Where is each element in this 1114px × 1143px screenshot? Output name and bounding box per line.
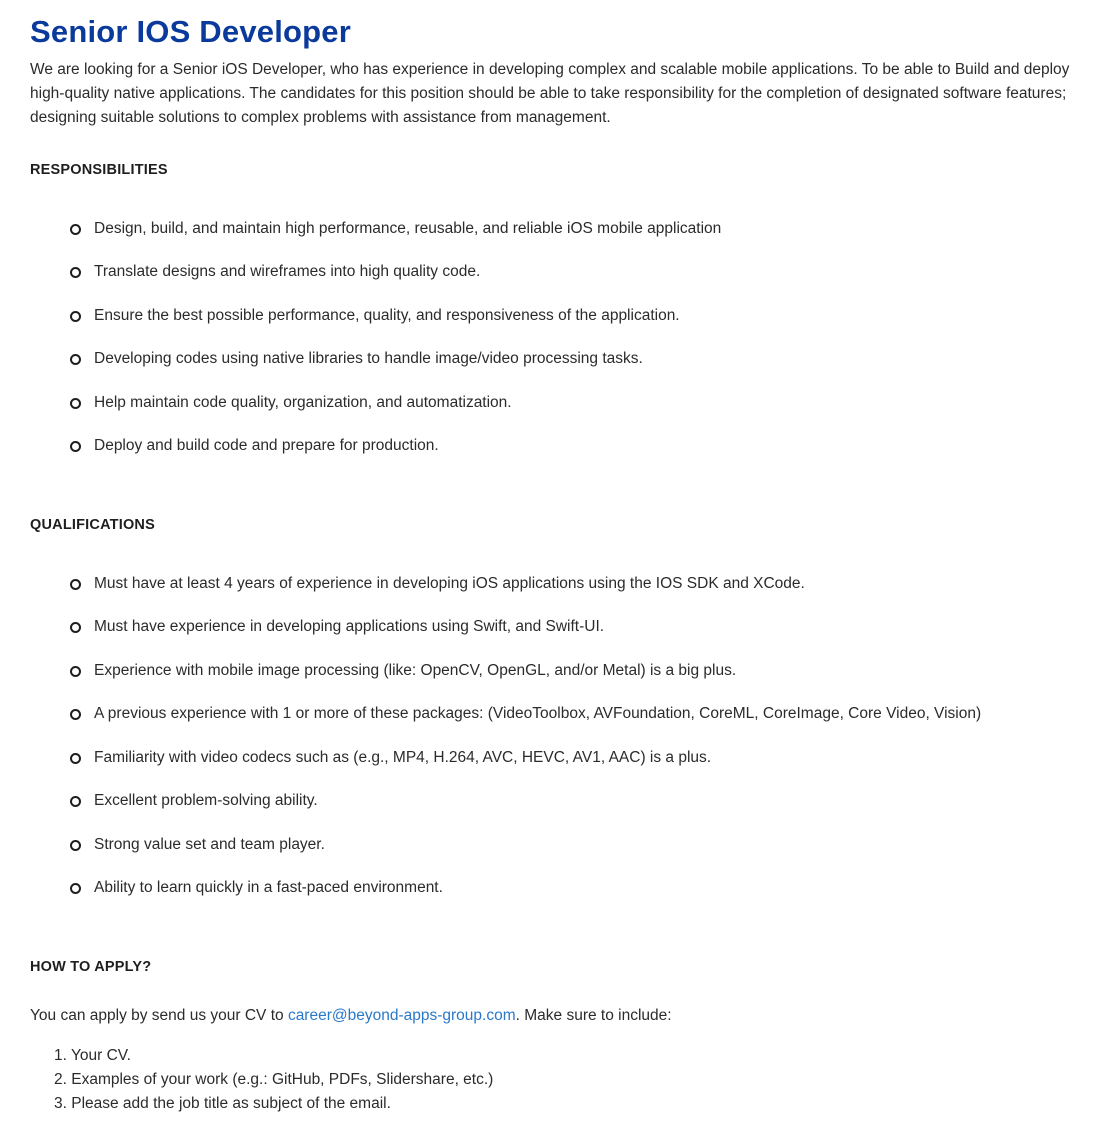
circle-bullet-icon <box>70 224 81 235</box>
list-item-text: Must have at least 4 years of experience in developing iOS applications using the IOS SDK and XCode. <box>94 575 805 592</box>
circle-bullet-icon <box>70 666 81 677</box>
circle-bullet-icon <box>70 579 81 590</box>
list-item: 3. Please add the job title as subject of the email. <box>54 1095 391 1112</box>
qualifications-heading: QUALIFICATIONS <box>30 517 155 533</box>
circle-bullet-icon <box>70 622 81 633</box>
apply-text-before: You can apply by send us your CV to <box>30 1007 288 1024</box>
list-item: 1. Your CV. <box>54 1047 131 1064</box>
intro-paragraph: We are looking for a Senior iOS Developer, who has experience in developing complex and scalable mobile applications. To be able to Build and deploy high-quality native applications. The candidates for this position should be able to take responsibility for the completion of designated software features; designing suitable solutions to complex problems with assistance from management. <box>30 61 1070 126</box>
list-item-text: Strong value set and team player. <box>94 836 325 853</box>
list-item-text: A previous experience with 1 or more of these packages: (VideoToolbox, AVFoundation, CoreML, CoreImage, Core Video, Vision) <box>94 705 982 722</box>
responsibilities-heading: RESPONSIBILITIES <box>30 162 168 178</box>
apply-instructions <box>30 1004 672 1028</box>
circle-bullet-icon <box>70 354 81 365</box>
list-item-text: Must have experience in developing applications using Swift, and Swift-UI. <box>94 618 605 635</box>
list-item-text: Familiarity with video codecs such as (e.g., MP4, H.264, AVC, HEVC, AV1, AAC) is a plus. <box>94 749 712 766</box>
how-to-apply-heading: HOW TO APPLY? <box>30 959 152 975</box>
apply-text-after: . Make sure to include: <box>515 1007 672 1024</box>
circle-bullet-icon <box>70 796 81 807</box>
list-item-text: Deploy and build code and prepare for production. <box>94 437 439 454</box>
circle-bullet-icon <box>70 267 81 278</box>
circle-bullet-icon <box>70 883 81 894</box>
list-item-text: Design, build, and maintain high performance, reusable, and reliable iOS mobile application <box>94 220 722 237</box>
list-item-text: Translate designs and wireframes into high quality code. <box>94 263 481 280</box>
circle-bullet-icon <box>70 840 81 851</box>
circle-bullet-icon <box>70 398 81 409</box>
list-item-text: Ability to learn quickly in a fast-paced environment. <box>94 879 443 896</box>
email-link[interactable]: career@beyond-apps-group.com <box>287 1007 516 1024</box>
list-item-text: Help maintain code quality, organization, and automatization. <box>94 394 512 411</box>
circle-bullet-icon <box>70 753 81 764</box>
list-item-text: Ensure the best possible performance, quality, and responsiveness of the application. <box>94 307 680 324</box>
page-title: Senior IOS Developer <box>30 14 351 49</box>
circle-bullet-icon <box>70 311 81 322</box>
apply-steps-list <box>54 1044 493 1116</box>
circle-bullet-icon <box>70 441 81 452</box>
circle-bullet-icon <box>70 709 81 720</box>
list-item: 2. Examples of your work (e.g.: GitHub, PDFs, Slidershare, etc.) <box>54 1071 494 1088</box>
list-item-text: Experience with mobile image processing (like: OpenCV, OpenGL, and/or Metal) is a big plus. <box>94 662 737 679</box>
list-item-text: Excellent problem-solving ability. <box>94 792 318 809</box>
list-item-text: Developing codes using native libraries to handle image/video processing tasks. <box>94 350 643 367</box>
